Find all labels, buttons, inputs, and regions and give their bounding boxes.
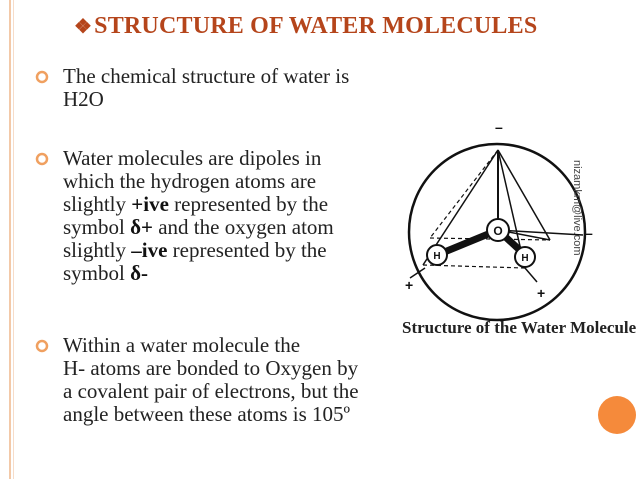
diagram-caption: Structure of the Water Molecule: [402, 318, 637, 337]
left-decorative-rule-thin: [13, 0, 14, 479]
diamond-bullet-icon: ❖: [74, 16, 93, 38]
text-run: which the hydrogen atoms are: [63, 169, 317, 193]
bullet-line: [63, 262, 334, 285]
slide-corner-circle: [598, 396, 636, 434]
bullet-line: [63, 147, 334, 170]
charge-plus-left: +: [405, 277, 414, 293]
bullet-ring-icon: [35, 339, 49, 353]
bullet-line: The chemical structure of water is: [63, 64, 350, 88]
bullet-line: [63, 193, 334, 216]
text-run: slightly: [63, 192, 132, 216]
delta-minus-symbol: δ-: [130, 261, 148, 285]
bullet-line: [63, 239, 334, 262]
bullet-line: angle between these atoms is 105º: [63, 402, 351, 426]
negative-charge-term: –ive: [131, 238, 168, 262]
hydrogen-left-label: H: [433, 251, 441, 262]
left-decorative-rule: [9, 0, 11, 479]
text-run: and the oxygen atom: [152, 215, 334, 239]
bullet-text: [63, 65, 349, 111]
bullet-line: [63, 170, 334, 193]
delta-plus-symbol: δ+: [130, 215, 153, 239]
text-run: represented by the: [167, 238, 327, 262]
slide-title-text: STRUCTURE OF WATER MOLECULES: [94, 13, 538, 39]
text-run: represented by the: [168, 192, 329, 216]
charge-minus-right: –: [585, 225, 593, 241]
charge-plus-right: +: [537, 285, 546, 301]
charge-minus-top: –: [495, 120, 503, 135]
positive-charge-term: +ive: [131, 192, 169, 216]
bullet-line: [63, 216, 334, 239]
bullet-ring-icon: [35, 70, 49, 84]
bullet-line: H2O: [63, 87, 104, 111]
text-run: slightly: [63, 238, 132, 262]
bullet-text: [63, 147, 334, 285]
bullet-ring-icon: [35, 152, 49, 166]
bullet-text: [63, 334, 359, 426]
arrow-line: [525, 268, 537, 282]
text-run: symbol: [63, 261, 131, 285]
slide-title: [74, 13, 537, 40]
author-watermark: nizamkm@live.com: [571, 160, 583, 256]
bullet-line: Within a water molecule the: [63, 333, 301, 357]
text-run: symbol: [63, 215, 131, 239]
hydrogen-right-label: H: [521, 253, 529, 264]
bullet-line: a covalent pair of electrons, but the: [63, 379, 359, 403]
oxygen-label: O: [493, 224, 503, 238]
text-run: Water molecules are dipoles in: [63, 146, 322, 170]
bullet-line: H- atoms are bonded to Oxygen by: [63, 356, 359, 380]
